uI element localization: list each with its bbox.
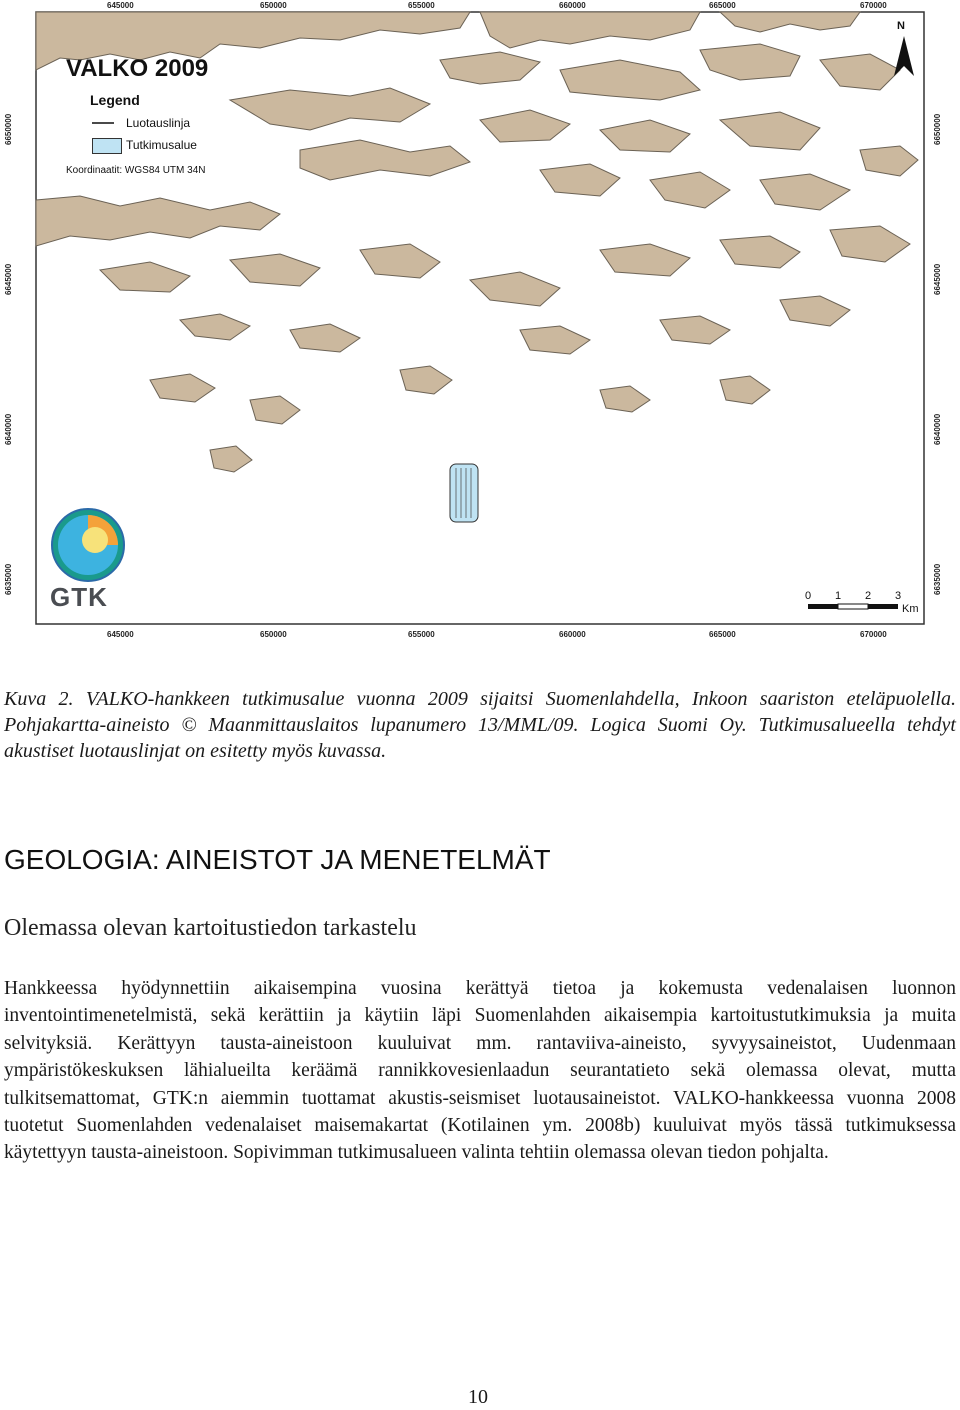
y-tick-left: 6650000: [4, 113, 13, 145]
x-tick-top: 660000: [559, 1, 586, 10]
x-tick-bottom: 660000: [559, 630, 586, 639]
x-tick-top: 665000: [709, 1, 736, 10]
gtk-logo-text: GTK: [50, 582, 108, 612]
y-tick-right: 6635000: [933, 563, 942, 595]
x-tick-top: 650000: [260, 1, 287, 10]
y-tick-right: 6645000: [933, 263, 942, 295]
figure-caption: Kuva 2. VALKO-hankkeen tutkimusalue vuonna 2009 sijaitsi Suomenlahdella, Inkoon saariston eteläpuolella. Pohjakartta-aineisto © Maanmittauslaitos lupanumero 13/MML/09. Logica Suomi Oy. Tutkimusalueella tehdyt akustiset luotauslinjat on esitetty myös kuvassa.: [4, 688, 956, 762]
map-canvas: [0, 0, 960, 645]
study-area-map: [0, 0, 960, 645]
y-tick-right: 6650000: [933, 113, 942, 145]
subsection-heading: Olemassa olevan kartoitustiedon tarkastelu: [4, 915, 417, 941]
scale-bar: [808, 604, 898, 609]
scale-label: 1: [835, 590, 842, 602]
legend-coordinates: Koordinaatit: WGS84 UTM 34N: [66, 165, 206, 176]
x-tick-top: 655000: [408, 1, 435, 10]
x-tick-top: 670000: [860, 1, 887, 10]
scale-label: 3: [895, 590, 902, 602]
page-number: 10: [468, 1386, 488, 1408]
y-tick-left: 6635000: [4, 563, 13, 595]
legend-line-symbol: [92, 122, 114, 124]
study-area-polygon: [450, 464, 478, 522]
legend-polygon-symbol: [92, 138, 122, 154]
scale-unit: Km: [902, 603, 919, 615]
body-paragraph: Hankkeessa hyödynnettiin aikaisempina vuosina kerättyä tietoa ja kokemusta vedenalaisen luonnon inventointimenetelmistä, sekä kerättiin ja käytiin läpi Suomenlahden aikaisempia kartoitustutkimuksia ja muita selvityksiä. Kerättyyn tausta-aineistoon kuuluivat mm. rantaviiva-aineisto, syvyysaineistot, Uudenmaan ympäristökeskuksen lähialueilta keräämä rannikkovesienlaadun seurantatieto sekä olemassa olevat, mutta tulkitsemattomat, GTK:n aiemmin tuottamat akustis-seismiset luotausaineistot. VALKO-hankkeessa vuonna 2008 tuotetut Suomenlahden vedenalaiset maisemakartat (Kotilainen ym. 2008b) kuuluivat myös tässä tutkimuksessa käytettyyn tausta-aineistoon. Sopivimman tutkimusalueen valinta tehtiin olemassa olevan tiedon pohjalta.: [4, 978, 956, 1164]
x-tick-bottom: 645000: [107, 630, 134, 639]
legend-heading: Legend: [90, 92, 140, 108]
scale-label: 2: [865, 590, 872, 602]
gtk-globe-icon: [52, 509, 124, 581]
map-title: VALKO 2009: [66, 55, 209, 82]
legend-item-sounding-line: Luotauslinja: [126, 116, 191, 130]
legend-item-study-area: Tutkimusalue: [126, 138, 197, 152]
y-tick-left: 6640000: [4, 413, 13, 445]
x-tick-bottom: 655000: [408, 630, 435, 639]
x-tick-bottom: 670000: [860, 630, 887, 639]
x-tick-bottom: 665000: [709, 630, 736, 639]
x-tick-top: 645000: [107, 1, 134, 10]
y-tick-left: 6645000: [4, 263, 13, 295]
section-heading: GEOLOGIA: AINEISTOT JA MENETELMÄT: [4, 844, 551, 875]
x-tick-bottom: 650000: [260, 630, 287, 639]
north-label: N: [897, 20, 905, 32]
y-tick-right: 6640000: [933, 413, 942, 445]
scale-label: 0: [805, 590, 812, 602]
